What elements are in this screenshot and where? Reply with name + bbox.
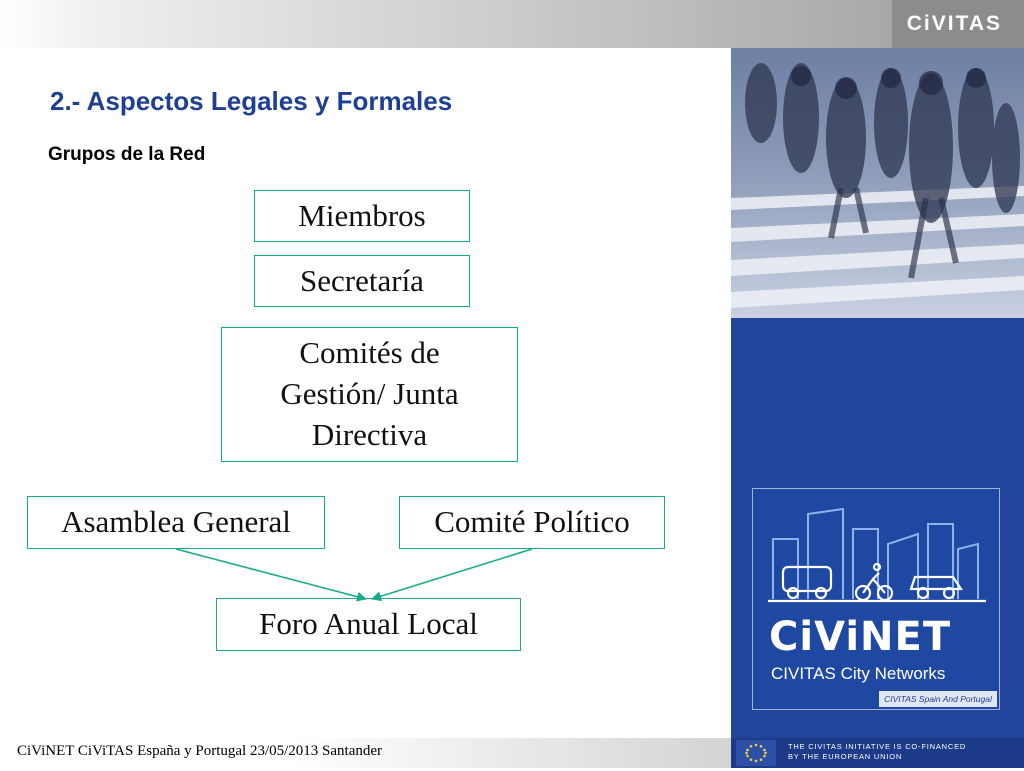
eu-text-line-2: BY THE EUROPEAN UNION (788, 752, 903, 761)
node-asamblea-general (27, 496, 325, 549)
slide-subtitle: Grupos de la Red (48, 144, 206, 165)
node-comite-politico (399, 496, 665, 549)
header-logo-block (892, 0, 1024, 48)
header-gradient-bar (0, 0, 892, 48)
node-miembros (254, 190, 470, 242)
node-asamblea-label: Asamblea General (61, 504, 291, 540)
node-comites-line-2: Gestión/ Junta (280, 376, 459, 412)
node-foro-label: Foro Anual Local (259, 606, 478, 642)
civinet-tagline: CIVITAS Spain And Portugal (879, 691, 997, 707)
footer-text: CiViNET CiViTAS España y Portugal 23/05/2013 Santander (17, 743, 383, 759)
node-secretaria-label: Secretaría (300, 262, 424, 298)
crowd-crossing-photo (731, 48, 1024, 318)
node-comites-line-3: Directiva (311, 416, 428, 452)
edge-comite-politico-to-foro (372, 549, 532, 599)
eu-cofinanced-text (788, 742, 966, 762)
eu-flag-icon (736, 740, 776, 766)
civinet-subtitle: CIVITAS City Networks (771, 664, 946, 683)
city-skyline-icon (753, 489, 1000, 614)
eu-text-line-1: THE CIVITAS INITIATIVE IS CO-FINANCED (788, 742, 967, 751)
civinet-title: CiViNET (769, 614, 952, 660)
node-comite-politico-label: Comité Político (434, 504, 630, 540)
civitas-logo: CiVITAS (906, 12, 1002, 35)
node-comites (221, 327, 518, 462)
node-miembros-label: Miembros (298, 197, 426, 233)
node-comites-line-1: Comités de (299, 335, 440, 371)
node-foro-anual-local (216, 598, 521, 651)
civinet-logo-card (752, 488, 1000, 710)
edge-asamblea-to-foro (176, 549, 366, 599)
node-secretaria (254, 255, 470, 307)
slide-title: 2.- Aspectos Legales y Formales (50, 86, 453, 116)
